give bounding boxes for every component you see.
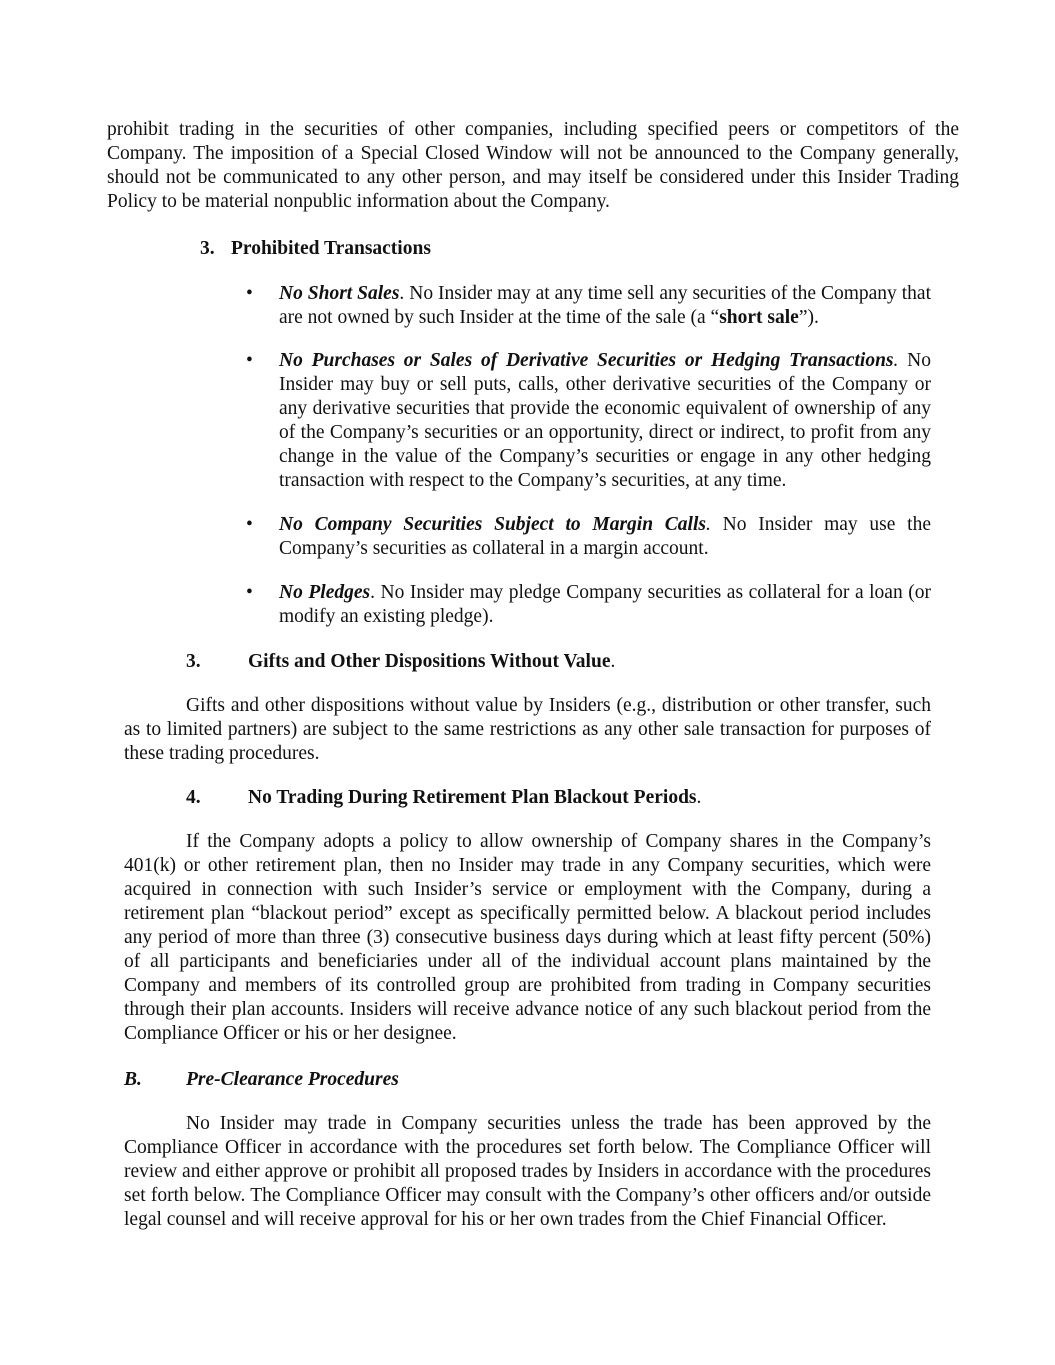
section-title-end: . [696,787,702,808]
bullet-body: No Insider may buy or sell puts, calls, other derivative securities of the Company or any derivative securities that provide the economic equivalent of ownership of any of the Company’s securities or an opportunity, direct or indirect, to profit from any change in the value of the Company’s securities or engage in any other hedging transaction with respect to the Company’s securities, at any time. [279,350,931,491]
bullet-title: No Pledges [279,582,371,603]
section-title-wrap [248,786,701,810]
bullet-title: No Company Securities Subject to Margin Calls [279,514,706,535]
bullet-title-end: . [370,582,375,603]
bullet-text [279,581,931,629]
section-letter: B. [124,1069,142,1090]
section-number: 3. [186,651,201,672]
section-title-wrap [248,650,615,674]
bullet-marker: • [246,350,253,371]
bullet-marker: • [246,514,253,535]
section-title-end: . [610,651,616,672]
section-title: No Trading During Retirement Plan Blackout Periods [248,787,697,808]
bullet-body: No Insider may use the Company’s securities as collateral in a margin account. [279,514,931,559]
bullet-title: No Short Sales [279,283,400,304]
bullet-title: No Purchases or Sales of Derivative Securities or Hedging Transactions [279,350,894,371]
bullet-text [279,282,931,330]
section-title: Gifts and Other Dispositions Without Value [248,651,611,672]
defined-term: short sale [719,307,799,328]
bullet-body-end: ”). [798,307,819,328]
blackout-paragraph-text: If the Company adopts a policy to allow ownership of Company shares in the Company’s 401(k) or other retirement plan, then no Insider may trade in any Company securities, which were acquired in connection with such Insider’s service or employment with the Company, during a retirement plan “blackout period” except as specifically permitted below. A blackout period includes any period of more than three (3) consecutive business days during which at least fifty percent (50%) of all participants and beneficiaries under all of the individual account plans maintained by the Company and members of its controlled group are prohibited from trading in Company securities through their plan accounts. Insiders will receive advance notice of any such blackout period from the Compliance Officer or his or her designee. [124,831,931,1044]
bullet-marker: • [246,582,253,603]
section-title: Pre-Clearance Procedures [186,1069,399,1090]
bullet-title-end: . [399,283,405,304]
bullet-marker: • [246,283,253,304]
bullet-title-end: . [893,350,899,371]
section-title: Prohibited Transactions [231,238,431,259]
preclearance-paragraph [124,1112,931,1232]
gifts-paragraph-text: Gifts and other dispositions without value by Insiders (e.g., distribution or other transfer, such as to limited partners) are subject to the same restrictions as any other sale transaction for purposes of these trading procedures. [124,695,931,764]
bullet-text [279,349,931,493]
section-number: 4. [186,787,201,808]
bullet-body: No Insider may pledge Company securities as collateral for a loan (or modify an existing pledge). [279,582,931,627]
blackout-paragraph [124,830,931,1046]
intro-paragraph: prohibit trading in the securities of other companies, including specified peers or competitors of the Company. The imposition of a Special Closed Window will not be announced to the Company generally, should not be communicated to any other person, and may itself be considered under this Insider Trading Policy to be material nonpublic information about the Company. [107,119,959,212]
preclearance-paragraph-text: No Insider may trade in Company securities unless the trade has been approved by the Compliance Officer in accordance with the procedures set forth below. The Compliance Officer will review and either approve or prohibit all proposed trades by Insiders in accordance with the procedures set forth below. The Compliance Officer may consult with the Company’s other officers and/or outside legal counsel and will receive approval for his or her own trades from the Chief Financial Officer. [124,1113,931,1230]
bullet-title-end: . [705,514,711,535]
gifts-paragraph [124,694,931,766]
section-number: 3. [200,238,215,259]
bullet-body: No Insider may at any time sell any securities of the Company that are not owned by such Insider at the time of the sale (a “ [279,283,931,328]
bullet-text [279,513,931,561]
